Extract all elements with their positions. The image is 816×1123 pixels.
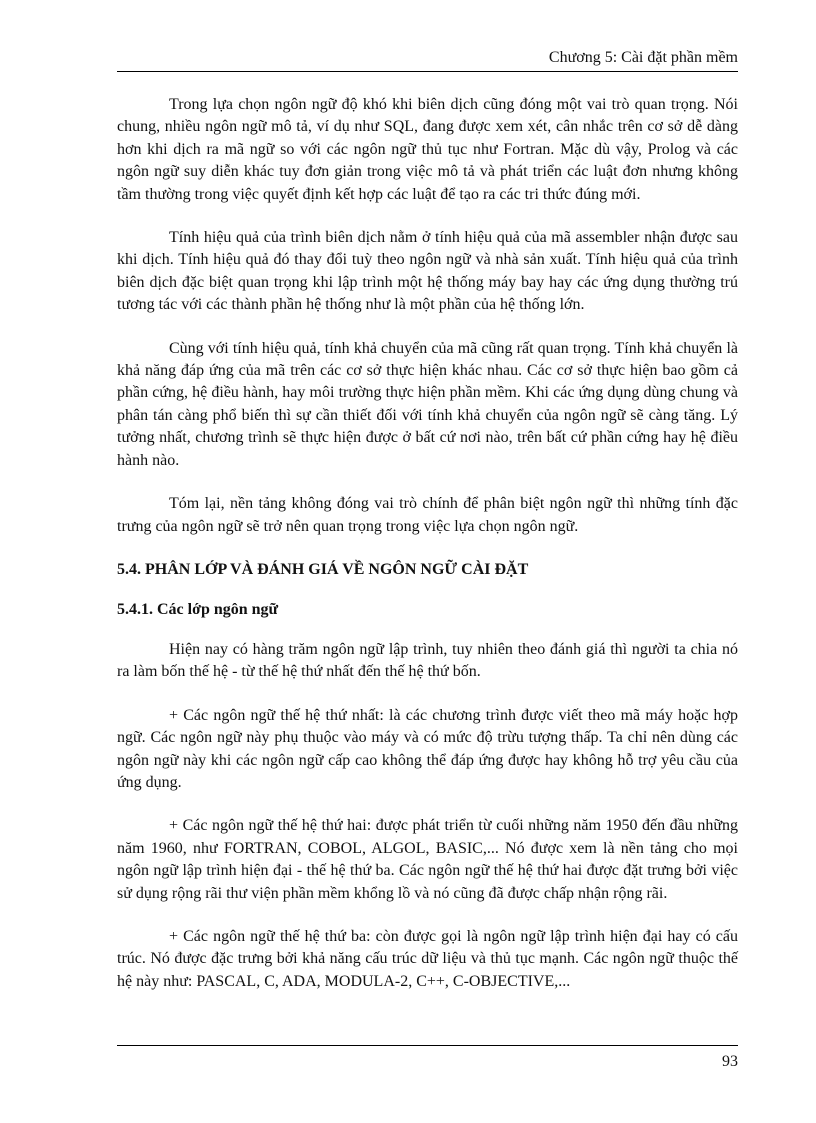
running-header: Chương 5: Cài đặt phần mềm (548, 49, 738, 66)
page-body (117, 94, 738, 993)
paragraph-first-generation: + Các ngôn ngữ thế hệ thứ nhất: là các chương trình được viết theo mã máy hoặc hợp ngữ. Các ngôn ngữ này phụ thuộc vào máy và có mức độ trừu tượng thấp. Ta chỉ nên dùng các ngôn ngữ này khi các ngôn ngữ cấp cao không thể đáp ứng được hay không hỗ trợ yêu cầu của ứng dụng. (117, 706, 738, 791)
paragraph-compiler-efficiency: Tính hiệu quả của trình biên dịch nằm ở tính hiệu quả của mã assembler nhận được sau khi dịch. Tính hiệu quả đó thay đổi tuỳ theo ngôn ngữ và nhà sản xuất. Tính hiệu quả của trình biên dịch đặc biệt quan trọng khi lập trình một hệ thống máy bay hay các ứng dụng thường trú tương tác với các thành phần hệ thống như là một phần của hệ thống lớn. (117, 229, 738, 314)
footer-rule (117, 1045, 738, 1046)
paragraph-portability: Cùng với tính hiệu quả, tính khả chuyển của mã cũng rất quan trọng. Tính khả chuyển là khả năng đáp ứng của mã trên các cơ sở thực hiện khác nhau. Các cơ sở thực hiện bao gồm cả phần cứng, hệ điều hành, hay môi trường thực hiện phần mềm. Khi các ứng dụng dùng chung và phân tán càng phổ biến thì sự cần thiết đối với tính khả chuyển của ngôn ngữ sẽ càng tăng. Lý tưởng nhất, chương trình sẽ thực hiện được ở bất cứ nơi nào, trên bất cứ phần cứng hay hệ điều hành nào. (117, 339, 738, 469)
paragraph-generations-intro: Hiện nay có hàng trăm ngôn ngữ lập trình, tuy nhiên theo đánh giá thì người ta chia nó ra làm bốn thế hệ - từ thế hệ thứ nhất đến thế hệ thứ bốn. (117, 640, 738, 681)
paragraph-compilation-difficulty: Trong lựa chọn ngôn ngữ độ khó khi biên dịch cũng đóng một vai trò quan trọng. Nói chung, nhiều ngôn ngữ mô tả, ví dụ như SQL, đang được xem xét, cân nhắc trên cơ sở dễ dàng hơn khi dịch ra mã ngữ so với các ngôn ngữ thủ tục như Fortran. Mặc dù vậy, Prolog và các ngôn ngữ suy diễn khác tuy đơn giản trong việc mô tả và phát triển các luật đơn nhưng không tầm thường trong việc quyết định kết hợp các luật để tạo ra các tri thức đúng mới. (117, 96, 738, 203)
paragraph-second-generation: + Các ngôn ngữ thế hệ thứ hai: được phát triển từ cuối những năm 1950 đến đầu những năm 1960, như FORTRAN, COBOL, ALGOL, BASIC,... Nó được xem là nền tảng cho mọi ngôn ngữ lập trình hiện đại - thế hệ thứ ba. Các ngôn ngữ thế hệ thứ hai được đặt trưng bởi việc sử dụng rộng rãi thư viện phần mềm khổng lồ và nó cũng đã được chấp nhận rộng rãi. (117, 817, 738, 902)
subsection-heading: 5.4.1. Các lớp ngôn ngữ (117, 600, 279, 618)
header-rule (117, 71, 738, 72)
page-number: 93 (722, 1053, 738, 1070)
paragraph-summary: Tóm lại, nền tảng không đóng vai trò chính để phân biệt ngôn ngữ thì những tính đặc trưng của ngôn ngữ sẽ trở nên quan trọng trong việc lựa chọn ngôn ngữ. (117, 495, 738, 535)
section-heading: 5.4. PHÂN LỚP VÀ ĐÁNH GIÁ VỀ NGÔN NGỮ CÀI ĐẶT (117, 560, 529, 578)
paragraph-third-generation: + Các ngôn ngữ thế hệ thứ ba: còn được gọi là ngôn ngữ lập trình hiện đại hay có cấu trúc. Nó được đặc trưng bởi khả năng cấu trúc dữ liệu và thủ tục mạnh. Các ngôn ngữ thuộc thế hệ này như: PASCAL, C, ADA, MODULA-2, C++, C-OBJECTIVE,... (117, 927, 738, 990)
